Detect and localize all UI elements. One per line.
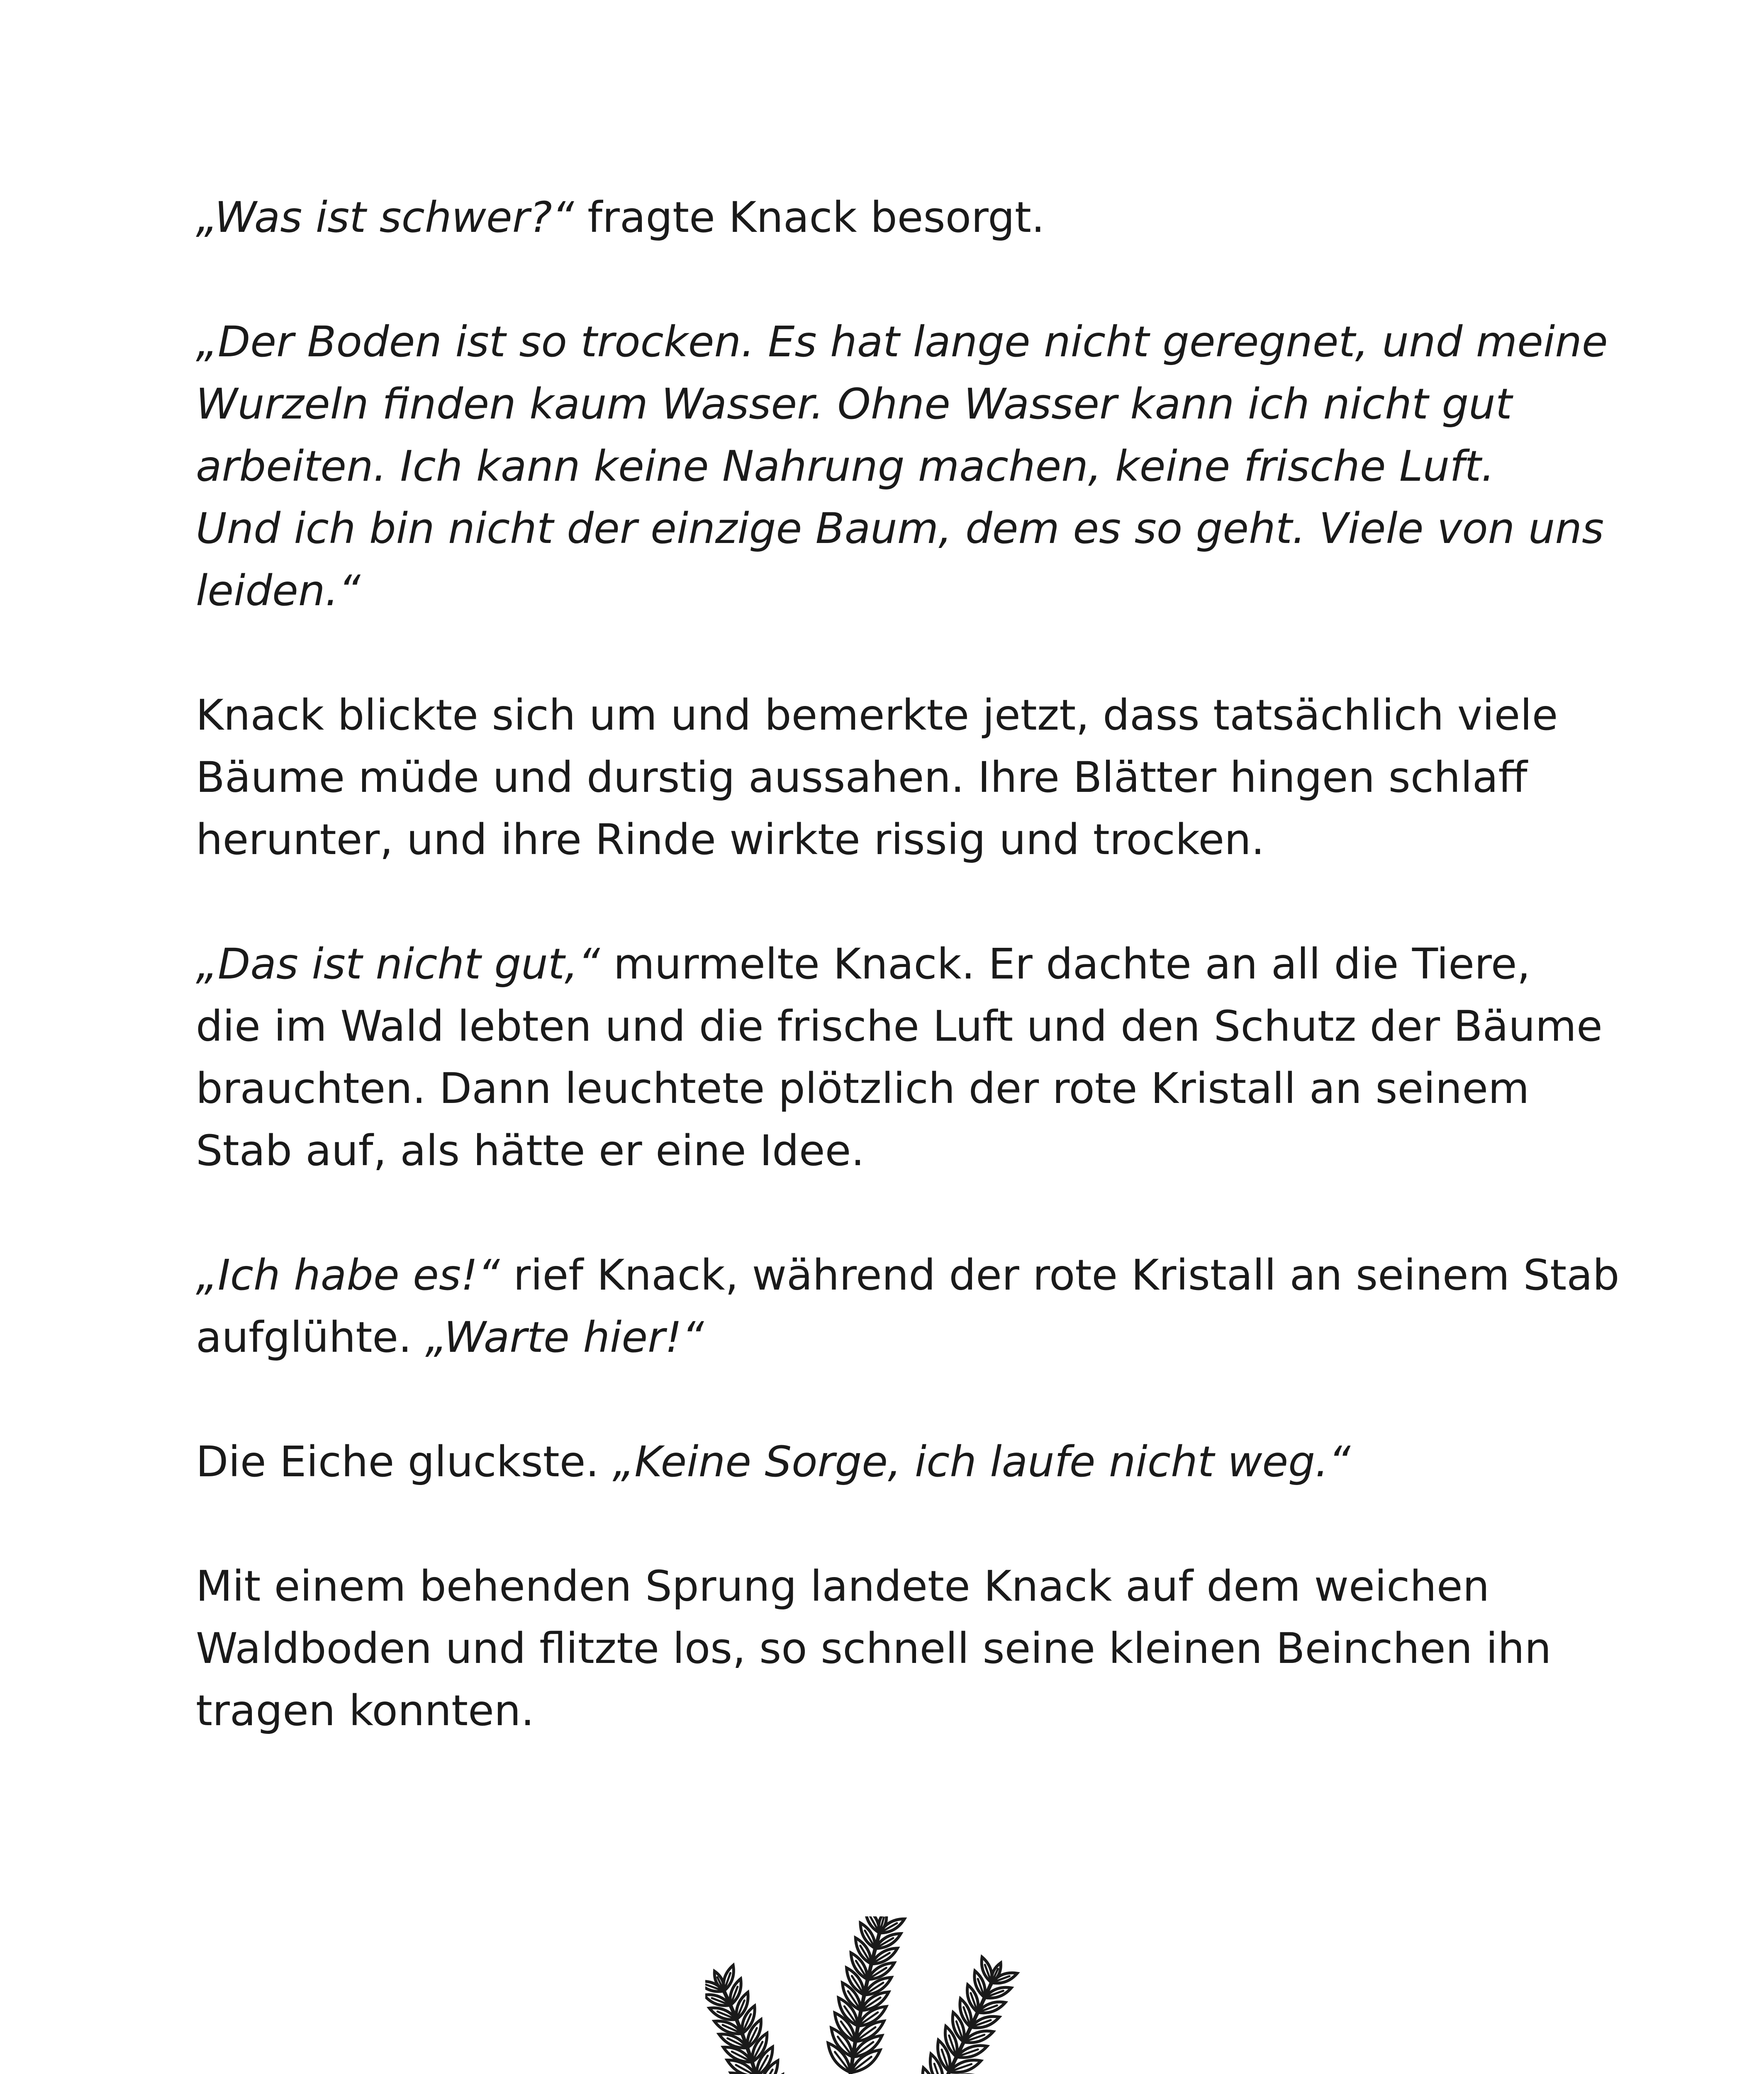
wheat-leaves-icon (705, 1916, 1054, 2074)
narration-text: Waldboden und flitzte los, so schnell seine kleinen Beinchen ihn (196, 1624, 1552, 1673)
narration-text: murmelte Knack. Er dachte an all die Tiere, (613, 940, 1530, 989)
text-line (196, 187, 1590, 249)
narration-text: herunter, und ihre Rinde wirkte rissig und trocken. (196, 815, 1265, 864)
paragraph (196, 933, 1603, 1182)
narration-text: Stab auf, als hätte er eine Idee. (196, 1126, 865, 1176)
paragraph (196, 187, 1590, 249)
text-line (196, 1680, 1590, 1742)
text-line (196, 996, 1603, 1058)
dialogue-text: Wurzeln finden kaum Wasser. Ohne Wasser kann ich nicht gut (196, 380, 1512, 429)
dialogue-text: Und ich bin nicht der einzige Baum, dem es so geht. Viele von uns (196, 504, 1604, 553)
narration-text: Mit einem behenden Sprung landete Knack auf dem weichen (196, 1562, 1490, 1611)
narration-text: die im Wald lebten und die frische Luft und den Schutz der Bäume (196, 1002, 1603, 1051)
text-line (196, 373, 1590, 436)
dialogue-text: „Keine Sorge, ich laufe nicht weg.“ (612, 1437, 1351, 1487)
text-line (196, 1058, 1590, 1120)
narration-text: fragte Knack besorgt. (587, 193, 1045, 242)
paragraph (196, 1244, 1620, 1369)
narration-text: tragen konnten. (196, 1686, 534, 1736)
text-line (196, 311, 1608, 373)
narration-text: brauchten. Dann leuchtete plötzlich der rote Kristall an seinem (196, 1064, 1530, 1113)
text-line (196, 1244, 1620, 1307)
text-line (196, 933, 1590, 996)
dialogue-text: „Warte hier!“ (425, 1313, 704, 1362)
text-line (196, 809, 1590, 871)
dialogue-text: „Das ist nicht gut,“ (196, 940, 614, 989)
paragraph (196, 1556, 1590, 1742)
narration-text: aufglühte. (196, 1313, 426, 1362)
leaf-ornament (705, 1916, 1054, 2074)
paragraph (196, 684, 1590, 871)
dialogue-text: arbeiten. Ich kann keine Nahrung machen, keine frische Luft. (196, 442, 1495, 491)
text-line (196, 1307, 1590, 1369)
text-line (196, 1556, 1590, 1618)
text-line (196, 498, 1604, 560)
text-line (196, 1431, 1590, 1493)
paragraph (196, 311, 1608, 622)
narration-text: rief Knack, während der rote Kristall an seinem Stab (499, 1251, 1620, 1300)
dialogue-text: „Was ist schwer?“ (196, 193, 588, 242)
narration-text: Knack blickte sich um und bemerkte jetzt, dass tatsächlich viele (196, 691, 1558, 740)
text-line (196, 747, 1590, 809)
text-line (196, 1120, 1590, 1182)
text-line (196, 1618, 1590, 1680)
dialogue-text: „Der Boden ist so trocken. Es hat lange nicht geregnet, und meine (196, 317, 1608, 367)
paragraph (196, 1431, 1590, 1493)
dialogue-text: „Ich habe es!“ (196, 1251, 500, 1300)
text-line (196, 436, 1590, 498)
text-line (196, 684, 1590, 747)
narration-text: Die Eiche gluckste. (196, 1437, 613, 1487)
narration-text: Bäume müde und durstig aussahen. Ihre Blätter hingen schlaff (196, 753, 1528, 802)
text-line (196, 560, 1590, 622)
dialogue-text: leiden.“ (196, 566, 361, 616)
story-text (196, 187, 1620, 1742)
